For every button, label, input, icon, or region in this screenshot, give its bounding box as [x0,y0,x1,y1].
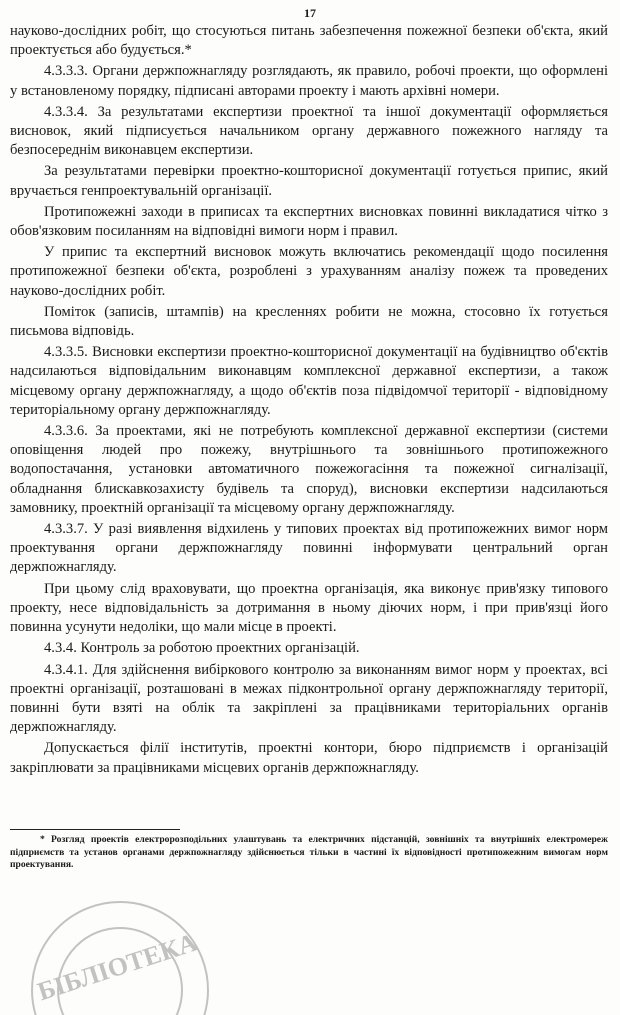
paragraph-4-3-3-4: 4.3.3.4. За результатами експертизи проектної та іншої документації оформляється висновок, який підписується начальником органу державного пожежного нагляду та безпосереднім виконавцем експертизи. [10,103,608,159]
paragraph-branches: Допускається філії інститутів, проектні контори, бюро підприємств і організацій закріплювати за працівниками місцевих органів держпожнагляду. [10,740,608,776]
paragraph-typical-project: При цьому слід враховувати, що проектна організація, яка виконує прив'язку типового проекту, несе відповідальність за дотримання в ньому діючих норм, і при прив'язці його повинна усунути недоліки, що мали місце в проекті. [10,580,608,636]
paragraph-fire-measures: Протипожежні заходи в приписах та експертних висновках повинні викладатися чітко з обов'язковим посиланням на відповідні вимоги норм і правил. [10,203,608,240]
paragraph-4-3-3-3: 4.3.3.3. Органи держпожнагляду розглядають, як правило, робочі проекти, що оформлені у встановленому порядку, підписані авторами проекту і мають архівні номери. [10,63,608,99]
paragraph-4-3-3-7: 4.3.3.7. У разі виявлення відхилень у типових проектах від протипожежних вимог норм проектування органи держпожнагляду повинні інформувати центральний орган держпожнагляду. [10,521,608,576]
paragraph-prescription: За результатами перевірки проектно-кошторисної документації готується припис, який вручається генпроектувальній організації. [10,163,608,199]
page-number: 17 [304,6,316,20]
paragraph-drawings-notes: Поміток (записів, штампів) на кресленнях робити не можна, стосовно їх готується письмова відповідь. [10,303,608,340]
section-heading-4-3-4: 4.3.4. Контроль за роботою проектних організацій. [44,640,360,657]
paragraph-4-3-3-6: 4.3.3.6. За проектами, які не потребують комплексної державної експертизи (системи оповіщення людей про пожежу, внутрішнього та зовнішнього протипожежного водопостачання, установки автоматичного пожежогасіння та пожежної сигналізації, обладнання блискавкозахисту будівель та споруд), висновки експертизи надсилаються замовнику, проектній організації та місцевому органу держпожнагляду. [10,423,608,516]
footnote-divider [10,829,180,830]
footnote: * Розгляд проектів електророзподільних улаштувань та електричних підстанцій, зовнішніх та внутрішніх електромереж підприємств та установ органами держпожнагляду здійснюється тільки в частині їх відповідності протипожежним вимогам норм проектування. [10,834,608,871]
paragraph-4-3-3-5: 4.3.3.5. Висновки експертизи проектно-кошторисної документації на будівництво об'єктів надсилаються відповідальним виконавцям комплексної державної експертизи, а також місцевому органу держпожнагляду, а щодо об'єктів поза підвідомчої території - відповідному територіальному органу держпожнагляду. [10,344,608,418]
paragraph-4-3-4-1: 4.3.4.1. Для здійснення вибіркового контролю за виконанням вимог норм у проектах, всі проектні організації, розташовані в межах підконтрольної органу держпожнагляду території, повинні бути взяті на облік та закріплені за працівниками територіальних органів держпожнагляду. [10,661,608,736]
paragraph-recommendations: У припис та експертний висновок можуть включатись рекомендації щодо посилення протипожежної безпеки об'єкта, розроблені з урахуванням аналізу пожеж та проведених науково-дослідних робіт. [10,244,608,299]
document-body [10,22,608,780]
paragraph-continuation: науково-дослідних робіт, що стосуються питань забезпечення пожежної безпеки об'єкта, який проектується або будується.* [10,23,608,59]
stamp-text: БІБЛІОТЕКА [34,927,201,1007]
library-stamp [20,895,220,1015]
